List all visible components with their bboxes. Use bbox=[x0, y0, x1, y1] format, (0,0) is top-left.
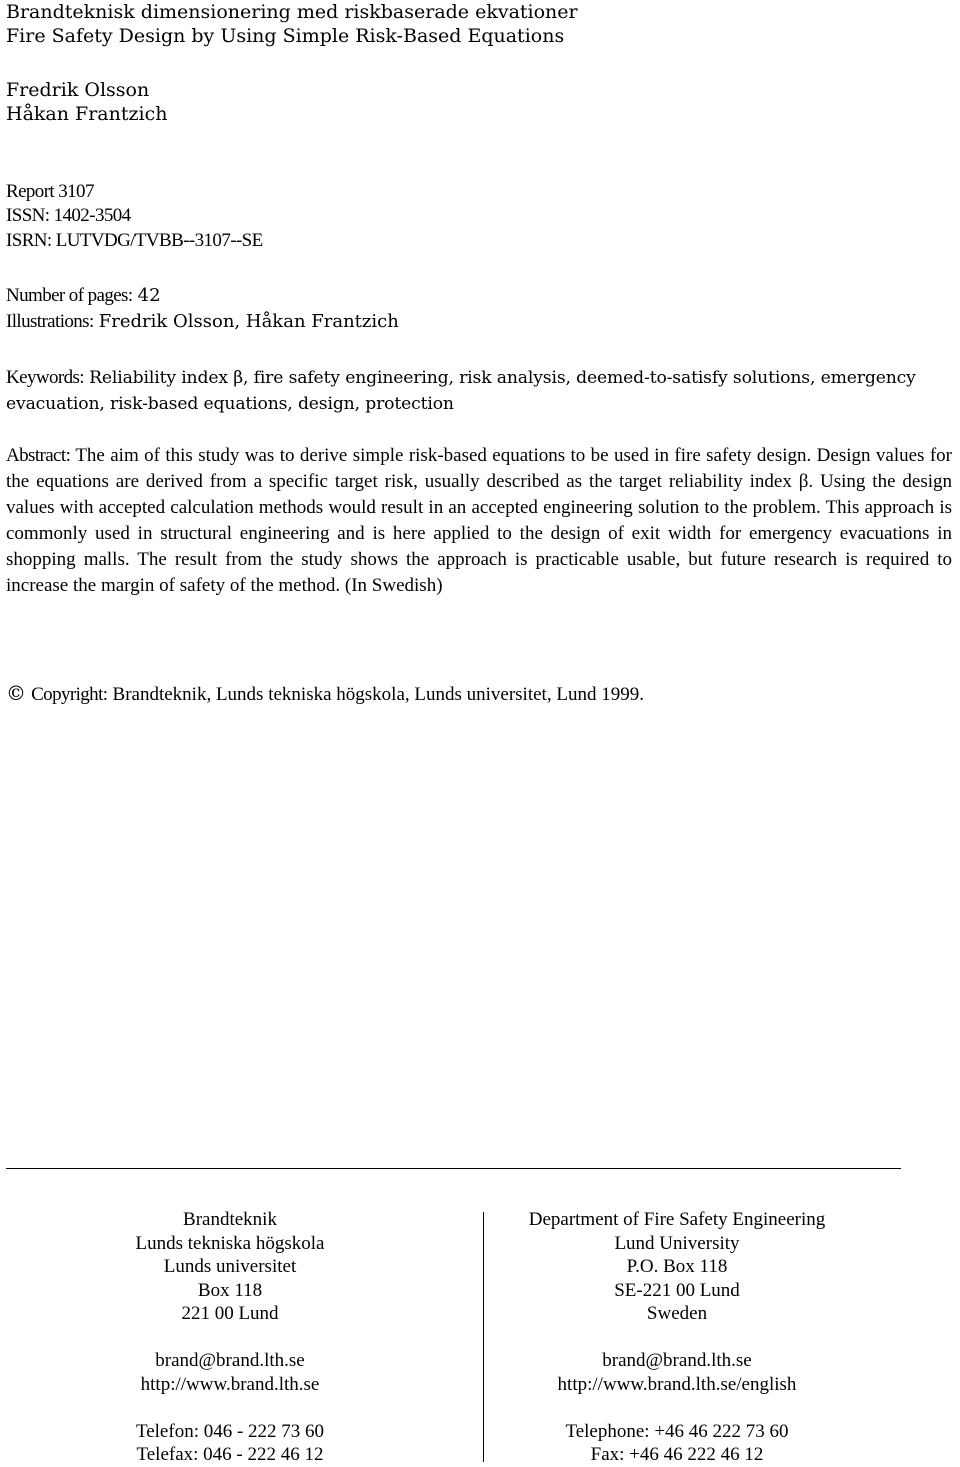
footer-left-fax: Telefax: 046 - 222 46 12 bbox=[136, 1444, 324, 1465]
footer-right-column bbox=[520, 1208, 834, 1467]
copyright-label: Copyright: bbox=[31, 684, 108, 705]
footer-column-divider bbox=[483, 1212, 484, 1462]
footer-divider bbox=[6, 1168, 901, 1169]
pages-value: 42 bbox=[137, 285, 161, 306]
illustrations-label: Illustrations: bbox=[6, 311, 94, 332]
footer-right-fax: Fax: +46 46 222 46 12 bbox=[590, 1444, 764, 1465]
isrn: ISRN: LUTVDG/TVBB--3107--SE bbox=[6, 230, 263, 251]
footer-left-address-2: Lunds tekniska högskola bbox=[135, 1232, 325, 1254]
footer-right-address-4: SE-221 00 Lund bbox=[614, 1279, 740, 1301]
illustrations-line bbox=[6, 310, 399, 334]
copyright-symbol: © bbox=[6, 681, 26, 705]
pages-label: Number of pages: bbox=[6, 285, 133, 306]
footer-left-url: http://www.brand.lth.se bbox=[140, 1373, 320, 1395]
footer-right-address-5: Sweden bbox=[646, 1303, 708, 1324]
author-1: Fredrik Olsson bbox=[6, 79, 150, 101]
footer-right-address-2: Lund University bbox=[614, 1232, 740, 1254]
footer-left-address-1: Brandteknik bbox=[183, 1209, 277, 1230]
pages-line bbox=[6, 284, 161, 308]
footer-left-phone: Telefon: 046 - 222 73 60 bbox=[135, 1420, 325, 1442]
footer-right-phone: Telephone: +46 46 222 73 60 bbox=[565, 1420, 789, 1442]
abstract-text: The aim of this study was to derive simple risk-based equations to be used in fire safety design. Design values for the equations are derived from a specific target risk, usually described as the target reliability index β. Using the design values with accepted calculation methods would result in an accepted engineering solution to the problem. This approach is commonly used in structural engineering and is here applied to the design of exit width for emergency evacuations in shopping malls. The result from the study shows the approach is practicable usable, but future research is required to increase the margin of safety of the method. (In Swedish) bbox=[6, 445, 952, 596]
footer-left-address-4: Box 118 bbox=[197, 1279, 263, 1301]
title-swedish: Brandteknisk dimensionering med riskbaserade ekvationer bbox=[6, 1, 578, 23]
footer-left-address-3: Lunds universitet bbox=[163, 1256, 297, 1277]
footer-left-email: brand@brand.lth.se bbox=[155, 1350, 305, 1371]
footer-right-url: http://www.brand.lth.se/english bbox=[557, 1373, 797, 1395]
footer-left-column bbox=[80, 1208, 380, 1467]
report-number: Report 3107 bbox=[6, 181, 94, 202]
title-english: Fire Safety Design by Using Simple Risk-Based Equations bbox=[6, 25, 565, 47]
abstract-label: Abstract: bbox=[6, 445, 71, 466]
keywords-text-2: evacuation, risk-based equations, design, protection bbox=[6, 394, 454, 414]
copyright-line bbox=[6, 680, 644, 708]
author-2: Håkan Frantzich bbox=[6, 103, 168, 125]
illustrations-value: Fredrik Olsson, Håkan Frantzich bbox=[98, 311, 399, 332]
keywords-label: Keywords: bbox=[6, 367, 84, 388]
footer-right-email: brand@brand.lth.se bbox=[602, 1350, 752, 1371]
footer-left-address-5: 221 00 Lund bbox=[181, 1303, 279, 1324]
copyright-text: Brandteknik, Lunds tekniska högskola, Lunds universitet, Lund 1999. bbox=[112, 684, 644, 705]
issn: ISSN: 1402-3504 bbox=[6, 205, 131, 226]
keywords-line-1 bbox=[6, 365, 916, 391]
footer-right-address-1: Department of Fire Safety Engineering bbox=[528, 1209, 826, 1230]
abstract-paragraph bbox=[6, 443, 952, 599]
keywords-text-1: Reliability index β, fire safety engineering, risk analysis, deemed-to-satisfy solutions, emergency bbox=[89, 368, 916, 388]
footer-right-address-3: P.O. Box 118 bbox=[626, 1256, 728, 1277]
